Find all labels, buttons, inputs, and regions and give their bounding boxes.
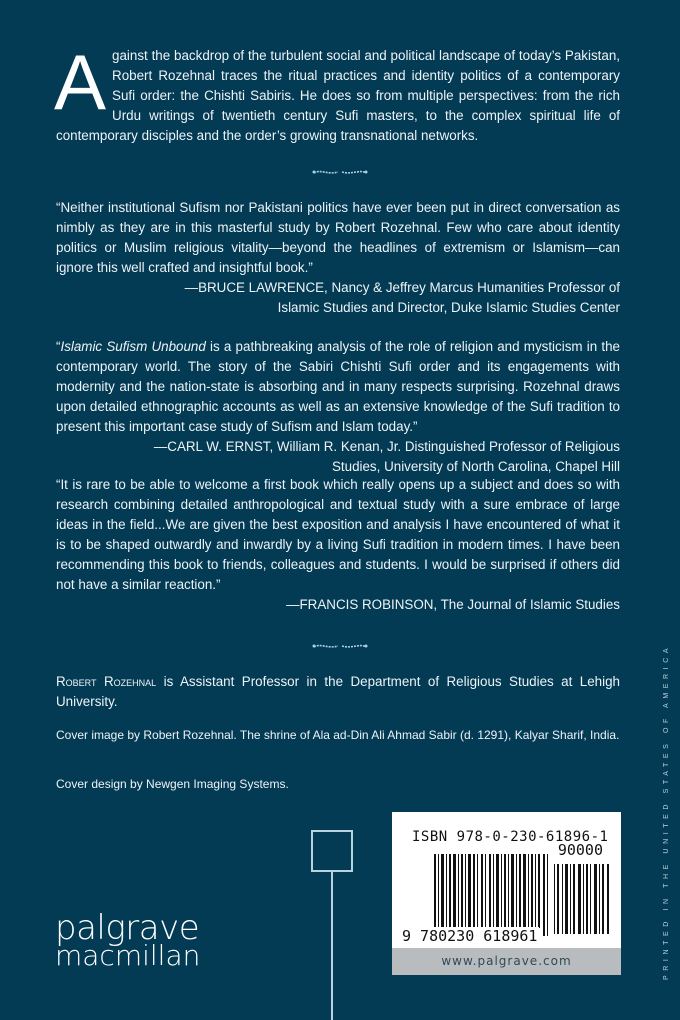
barcode-panel — [392, 812, 621, 975]
endorsement-attribution: —CARL W. ERNST, William R. Kenan, Jr. Distinguished Professor of Religious — [153, 439, 620, 454]
addon-barcode-icon — [554, 864, 610, 934]
endorsement-attribution-cont: Islamic Studies and Director, Duke Islamic Studies Center — [277, 300, 620, 315]
author-bio — [56, 672, 620, 712]
flourish-ornament-icon — [310, 640, 370, 652]
printed-in-usa-note: PRINTED IN THE UNITED STATES OF AMERICA — [663, 643, 670, 980]
price-code: 90000 — [557, 841, 603, 859]
publisher-mark-square-icon — [311, 830, 353, 872]
endorsement-lawrence — [56, 198, 620, 318]
book-title: Islamic Sufism Unbound — [60, 339, 206, 354]
endorsement-attribution: —FRANCIS ROBINSON, The Journal of Islamic Studies — [286, 597, 620, 612]
endorsement-quote: “Neither institutional Sufism nor Pakistani politics have ever been put in direct conversation as nimbly as they are in this masterful study by Robert Rozehnal. Few who care about identity politics or Muslim religious vitality—beyond the headlines of extremism or Islamism—can ignore this well crafted and insightful book.” — [56, 200, 620, 275]
author-bio-text: is Assistant Professor in the Department of Religious Studies at Lehigh University. — [56, 674, 620, 709]
intro-text: gainst the backdrop of the turbulent social and political landscape of today’s Pakistan, Robert Rozehnal traces the ritual practices and identity politics of a contemporary Sufi order: the Chishti Sabiris. He does so from multiple perspectives: from the rich Urdu writings of twentieth century Sufi masters, to the complex spiritual life of contemporary disciples and the order’s growing transnational networks. — [56, 48, 620, 143]
endorsement-attribution: —BRUCE LAWRENCE, Nancy & Jeffrey Marcus Humanities Professor of — [184, 280, 620, 295]
cover-design-credit: Cover design by Newgen Imaging Systems. — [56, 777, 289, 791]
endorsement-ernst — [56, 337, 620, 477]
endorsement-robinson — [56, 475, 620, 615]
cover-image-credit: Cover image by Robert Rozehnal. The shrine of Ala ad-Din Ali Ahmad Sabir (d. 1291), Kalyar Sharif, India. — [56, 728, 620, 742]
endorsement-quote: “It is rare to be able to welcome a first book which really opens up a subject and does so with research combining detailed anthropological and textual study with a sure embrace of large ideas in the field...We are given the best exposition and analysis I have encountered of what it is to be shaped outwardly and inwardly by a living Sufi tradition in modern times. I have been recommending this book to friends, colleagues and students. I would be surprised if others did not have a similar reaction.” — [56, 477, 620, 592]
isbn-label: ISBN 978-0-230-61896-1 — [412, 829, 609, 845]
endorsement-quote: is a pathbreaking analysis of the role of religion and mysticism in the contemporary world. The story of the Sabiri Chishti Sufi order and its engagements with modernity and the nation-state is absorbing and in many respects surprising. Rozehnal draws upon detailed ethnographic accounts as well as an extensive knowledge of the Sufi tradition to present this important case study of Sufism and Islam today.” — [56, 339, 620, 434]
endorsement-attribution-cont: Studies, University of North Carolina, Chapel Hill — [331, 459, 620, 474]
author-name: Robert Rozehnal — [56, 674, 157, 689]
publisher-mark-stem — [331, 872, 333, 1020]
publisher-logo — [55, 908, 201, 972]
ean-barcode-icon — [434, 854, 549, 936]
publisher-website: www.palgrave.com — [392, 948, 621, 975]
publisher-logo-line2: macmillan — [55, 939, 201, 972]
flourish-ornament-icon — [310, 166, 370, 178]
quote-mark: “ — [56, 339, 61, 354]
intro-paragraph — [54, 38, 620, 146]
ean-number: 9 780230 618961 — [402, 927, 538, 945]
publisher-logo-line1: palgrave — [55, 908, 200, 948]
drop-cap: A — [54, 38, 107, 126]
